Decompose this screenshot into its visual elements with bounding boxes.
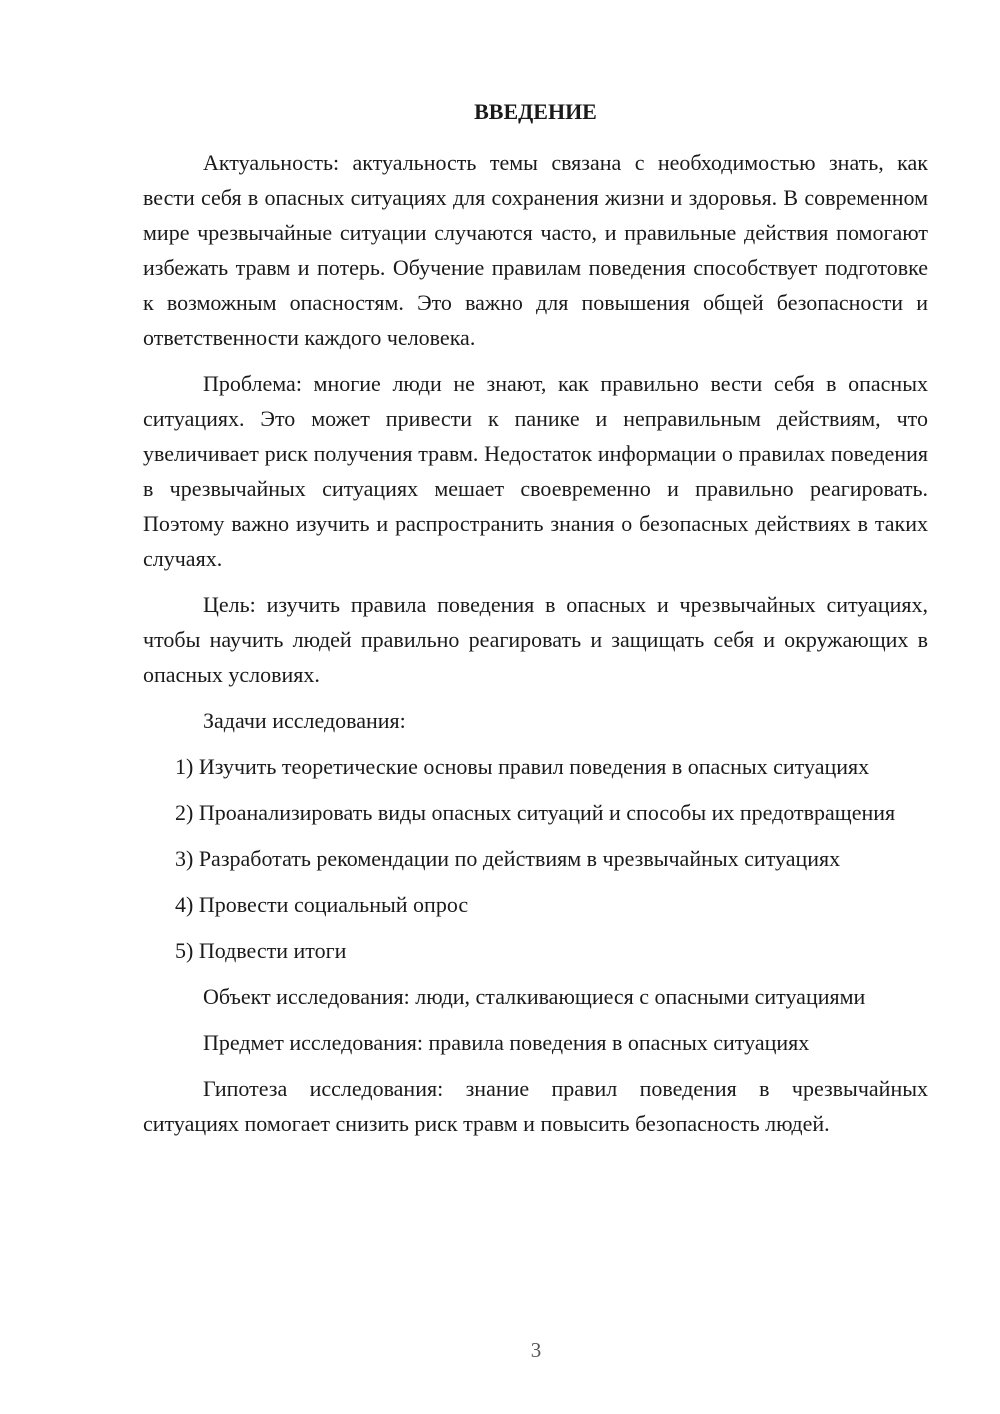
task-item: 1) Изучить теоретические основы правил поведения в опасных ситуациях bbox=[175, 754, 870, 779]
tasks-heading: Задачи исследования: bbox=[203, 708, 406, 733]
task-item: 2) Проанализировать виды опасных ситуаций и способы их предотвращения bbox=[175, 800, 896, 825]
research-hypothesis: Гипотеза исследования: знание правил поведения в чрезвычайных ситуациях помогает снизить риск травм и повысить безопасность людей. bbox=[143, 1076, 928, 1136]
relevance-paragraph: Актуальность: актуальность темы связана с необходимостью знать, как вести себя в опасных ситуациях для сохранения жизни и здоровья. В современном мире чрезвычайные ситуации случаются часто, и правильные действия помогают избежать травм и потерь. Обучение правилам поведения способствует подготовке к возможным опасностям. Это важно для повышения общей безопасности и ответственности каждого человека. bbox=[143, 150, 928, 350]
page-number: 3 bbox=[530, 1338, 542, 1362]
research-subject: Предмет исследования: правила поведения в опасных ситуациях bbox=[203, 1030, 810, 1055]
task-item: 4) Провести социальный опрос bbox=[175, 892, 469, 917]
research-object: Объект исследования: люди, сталкивающиеся с опасными ситуациями bbox=[203, 984, 866, 1009]
problem-paragraph: Проблема: многие люди не знают, как правильно вести себя в опасных ситуациях. Это может привести к панике и неправильным действиям, что увеличивает риск получения травм. Недостаток информации о правилах поведения в чрезвычайных ситуациях мешает своевременно и правильно реагировать. Поэтому важно изучить и распространить знания о безопасных действиях в таких случаях. bbox=[143, 371, 928, 571]
task-item: 3) Разработать рекомендации по действиям в чрезвычайных ситуациях bbox=[175, 846, 841, 871]
page-content bbox=[143, 94, 928, 1152]
section-title: ВВЕДЕНИЕ bbox=[474, 99, 597, 124]
task-item: 5) Подвести итоги bbox=[175, 938, 347, 963]
goal-paragraph: Цель: изучить правила поведения в опасных и чрезвычайных ситуациях, чтобы научить людей правильно реагировать и защищать себя и окружающих в опасных условиях. bbox=[143, 592, 928, 687]
